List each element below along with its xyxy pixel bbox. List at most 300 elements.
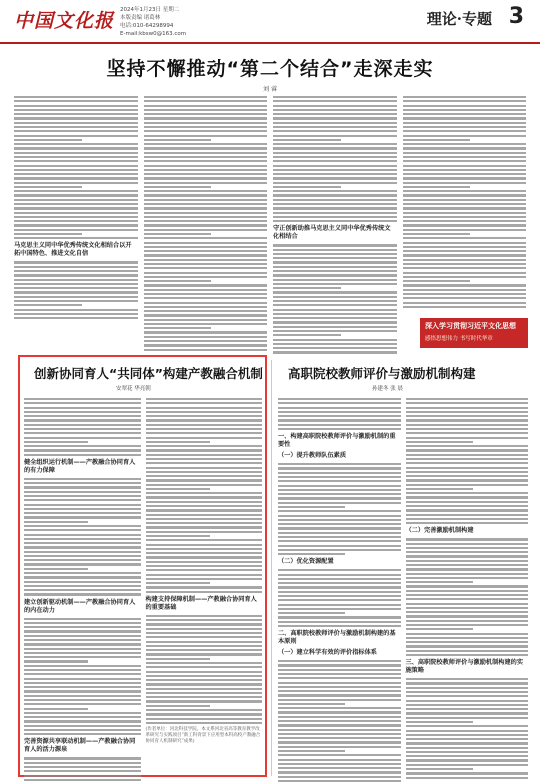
body-text-line bbox=[144, 220, 268, 222]
body-text-line bbox=[24, 589, 141, 591]
body-text-line bbox=[24, 766, 141, 768]
body-text-line bbox=[406, 407, 529, 409]
body-text-line bbox=[14, 266, 138, 268]
body-text-line bbox=[406, 590, 529, 592]
issue-date: 2024年1月23日 星期二 bbox=[120, 7, 180, 13]
body-text-line bbox=[403, 212, 527, 214]
body-text-line bbox=[146, 462, 263, 464]
issue-phone: 电话:010-64298994 bbox=[120, 23, 174, 29]
body-text-line bbox=[144, 263, 268, 265]
body-text-line bbox=[406, 488, 473, 490]
body-text-line bbox=[14, 237, 138, 239]
body-text-line bbox=[403, 100, 527, 102]
body-text-line bbox=[406, 573, 529, 575]
body-text-line bbox=[14, 169, 138, 171]
body-text-line bbox=[24, 437, 141, 439]
body-text-line bbox=[406, 607, 529, 609]
body-text-line bbox=[144, 182, 268, 184]
body-text-line bbox=[144, 331, 268, 333]
body-text-line bbox=[24, 643, 141, 645]
body-text-line bbox=[403, 216, 527, 218]
body-text-line bbox=[146, 636, 263, 638]
body-text-line bbox=[24, 534, 141, 536]
body-text-line bbox=[24, 411, 141, 413]
body-text-line bbox=[273, 122, 397, 124]
banner-line-2: 感悟思想伟力 书写时代华章 bbox=[425, 336, 493, 342]
section-subhead: 二、高职院校教师评价与激励机制构建的基本原则 bbox=[278, 630, 396, 646]
section-subhead: （一）提升教师队伍素质 bbox=[278, 452, 347, 460]
body-text-line bbox=[144, 135, 268, 137]
body-text-line bbox=[24, 678, 141, 680]
body-text-line bbox=[278, 754, 401, 756]
body-text-line bbox=[278, 750, 345, 752]
body-text-line bbox=[278, 472, 401, 474]
body-text-line bbox=[403, 267, 527, 269]
body-text-line bbox=[406, 717, 529, 719]
body-text-line bbox=[273, 274, 397, 276]
body-text-line bbox=[278, 532, 401, 534]
body-text-line bbox=[146, 679, 263, 681]
section-tag: 理论·专题 bbox=[426, 10, 492, 28]
body-text-line bbox=[146, 432, 263, 434]
body-text-line bbox=[24, 445, 141, 447]
body-text-line bbox=[406, 624, 529, 626]
body-text-line bbox=[406, 734, 529, 736]
body-text-line bbox=[24, 576, 141, 578]
body-text-line bbox=[146, 419, 263, 421]
body-text-line bbox=[146, 645, 263, 647]
body-text-line bbox=[278, 463, 401, 465]
body-text-line bbox=[24, 648, 141, 650]
body-text-line bbox=[403, 147, 527, 149]
body-text-line bbox=[406, 509, 529, 511]
body-text-line bbox=[278, 625, 401, 627]
top-article-author: 刘 睿 bbox=[263, 86, 277, 93]
section-subhead: （二）完善激励机制构建 bbox=[405, 527, 474, 535]
body-text-line bbox=[24, 521, 88, 523]
body-text-line bbox=[14, 270, 138, 272]
body-text-line bbox=[146, 402, 263, 404]
body-text-line bbox=[14, 130, 138, 132]
body-text-line bbox=[146, 411, 263, 413]
body-text-line bbox=[146, 488, 210, 490]
body-text-line bbox=[273, 270, 397, 272]
body-text-line bbox=[146, 552, 263, 554]
body-text-line bbox=[144, 194, 268, 196]
body-text-line bbox=[144, 224, 268, 226]
body-text-line bbox=[144, 242, 268, 244]
body-text-line bbox=[24, 563, 141, 565]
body-text-line bbox=[278, 515, 401, 517]
body-text-line bbox=[406, 628, 473, 630]
text-column bbox=[406, 398, 529, 770]
body-text-line bbox=[406, 611, 529, 613]
body-text-line bbox=[146, 535, 210, 537]
body-text-line bbox=[273, 283, 397, 285]
body-text-line bbox=[278, 424, 401, 426]
body-text-line bbox=[146, 574, 263, 576]
body-text-line bbox=[406, 700, 529, 702]
body-text-line bbox=[24, 555, 141, 557]
body-text-line bbox=[146, 471, 263, 473]
body-text-line bbox=[146, 458, 263, 460]
body-text-line bbox=[406, 547, 529, 549]
body-text-line bbox=[24, 729, 141, 731]
body-text-line bbox=[403, 160, 527, 162]
column-divider bbox=[271, 360, 272, 776]
body-text-line bbox=[406, 691, 529, 693]
body-text-line bbox=[14, 207, 138, 209]
body-text-line bbox=[144, 314, 268, 316]
body-text-line bbox=[273, 287, 341, 289]
text-column bbox=[146, 398, 263, 770]
body-text-line bbox=[278, 741, 401, 743]
body-text-line bbox=[278, 407, 401, 409]
body-text-line bbox=[406, 755, 529, 757]
body-text-line bbox=[273, 296, 397, 298]
body-text-line bbox=[144, 233, 212, 235]
body-text-line bbox=[24, 559, 141, 561]
body-text-line bbox=[144, 340, 268, 342]
body-text-line bbox=[14, 152, 138, 154]
body-text-line bbox=[406, 467, 529, 469]
body-text-line bbox=[278, 711, 401, 713]
body-text-line bbox=[24, 630, 141, 632]
body-text-line bbox=[146, 700, 263, 702]
body-text-line bbox=[403, 306, 527, 308]
body-text-line bbox=[273, 334, 341, 336]
body-text-line bbox=[24, 572, 141, 574]
section-subhead: 马克思主义同中华优秀传统文化相结合以开拓中国特色、推进文化自信 bbox=[14, 242, 132, 258]
body-text-line bbox=[406, 650, 529, 652]
body-text-line bbox=[14, 113, 138, 115]
body-text-line bbox=[403, 199, 527, 201]
body-text-line bbox=[406, 475, 529, 477]
body-text-line bbox=[273, 253, 397, 255]
body-text-line bbox=[14, 291, 138, 293]
body-text-line bbox=[406, 730, 529, 732]
body-text-line bbox=[146, 619, 263, 621]
body-text-line bbox=[146, 514, 263, 516]
body-text-line bbox=[406, 704, 529, 706]
body-text-line bbox=[144, 186, 212, 188]
body-text-line bbox=[146, 505, 263, 507]
body-text-line bbox=[146, 662, 263, 664]
body-text-line bbox=[278, 586, 401, 588]
body-text-line bbox=[24, 449, 141, 451]
banner-line-1: 深入学习贯彻习近平文化思想 bbox=[425, 322, 516, 330]
body-text-line bbox=[406, 751, 529, 753]
body-text-line bbox=[14, 220, 138, 222]
body-text-line bbox=[14, 261, 138, 263]
body-text-line bbox=[144, 169, 268, 171]
body-text-line bbox=[24, 441, 88, 443]
body-text-line bbox=[273, 212, 397, 214]
section-subhead: 建立创新驱动机制——产教融合协同育人的内在动力 bbox=[24, 598, 136, 614]
body-text-line bbox=[406, 551, 529, 553]
body-text-line bbox=[144, 267, 268, 269]
article-footnote: (作者单位：河北科技学院。本文系河北省高等教育教学改革研究与实践项目“新工科背景下应用型本科高校产教融合协同育人机制研究”成果) bbox=[145, 727, 261, 745]
body-text-line bbox=[146, 709, 263, 711]
body-text-line bbox=[144, 160, 268, 162]
body-text-line bbox=[403, 203, 527, 205]
body-text-line bbox=[146, 522, 263, 524]
body-text-line bbox=[406, 484, 529, 486]
body-text-line bbox=[14, 126, 138, 128]
body-text-line bbox=[24, 757, 141, 759]
body-text-line bbox=[14, 212, 138, 214]
body-text-line bbox=[144, 272, 268, 274]
body-text-line bbox=[24, 779, 141, 781]
body-text-line bbox=[146, 475, 263, 477]
body-text-line bbox=[24, 568, 88, 570]
body-text-line bbox=[14, 100, 138, 102]
body-text-line bbox=[24, 512, 141, 514]
body-text-line bbox=[24, 499, 141, 501]
body-text-line bbox=[406, 585, 529, 587]
body-text-line bbox=[273, 169, 397, 171]
body-text-line bbox=[24, 398, 141, 400]
body-text-line bbox=[406, 654, 529, 656]
body-text-line bbox=[273, 113, 397, 115]
body-text-line bbox=[278, 415, 401, 417]
body-text-line bbox=[278, 553, 345, 555]
body-text-line bbox=[278, 616, 401, 618]
body-text-line bbox=[406, 721, 473, 723]
body-text-line bbox=[24, 546, 141, 548]
body-text-line bbox=[406, 581, 473, 583]
body-text-line bbox=[278, 502, 401, 504]
body-text-line bbox=[406, 479, 529, 481]
body-text-line bbox=[273, 321, 397, 323]
body-text-line bbox=[403, 220, 527, 222]
body-text-line bbox=[14, 186, 82, 188]
body-text-line bbox=[273, 326, 397, 328]
body-text-line bbox=[278, 724, 401, 726]
body-text-line bbox=[146, 544, 263, 546]
body-text-line bbox=[144, 250, 268, 252]
body-text-line bbox=[146, 649, 263, 651]
body-text-line bbox=[406, 538, 529, 540]
body-text-line bbox=[273, 279, 397, 281]
body-text-line bbox=[24, 703, 141, 705]
body-text-line bbox=[278, 682, 401, 684]
body-text-line bbox=[406, 725, 529, 727]
body-text-line bbox=[403, 276, 527, 278]
body-text-line bbox=[24, 686, 141, 688]
body-text-line bbox=[403, 263, 527, 265]
body-text-line bbox=[14, 296, 138, 298]
body-text-line bbox=[406, 449, 529, 451]
body-text-line bbox=[24, 419, 141, 421]
body-text-line bbox=[278, 506, 345, 508]
body-text-line bbox=[146, 628, 263, 630]
body-text-line bbox=[278, 591, 401, 593]
body-text-line bbox=[14, 274, 138, 276]
text-column bbox=[403, 96, 527, 352]
body-text-line bbox=[24, 762, 141, 764]
body-text-line bbox=[14, 182, 138, 184]
body-text-line bbox=[278, 527, 401, 529]
body-text-line bbox=[278, 729, 401, 731]
body-text-line bbox=[146, 441, 210, 443]
body-text-line bbox=[278, 510, 401, 512]
body-text-line bbox=[144, 105, 268, 107]
body-text-line bbox=[144, 344, 268, 346]
text-column bbox=[144, 96, 268, 352]
body-text-line bbox=[273, 105, 397, 107]
body-text-line bbox=[146, 415, 263, 417]
body-text-line bbox=[403, 143, 527, 145]
body-text-line bbox=[146, 696, 263, 698]
body-text-line bbox=[403, 182, 527, 184]
body-text-line bbox=[144, 130, 268, 132]
body-text-line bbox=[278, 489, 401, 491]
body-text-line bbox=[406, 415, 529, 417]
body-text-line bbox=[273, 96, 397, 98]
body-text-line bbox=[14, 190, 138, 192]
body-text-line bbox=[406, 555, 529, 557]
body-text-line bbox=[278, 612, 345, 614]
body-text-line bbox=[14, 177, 138, 179]
body-text-line bbox=[24, 407, 141, 409]
body-text-line bbox=[278, 763, 401, 765]
body-text-line bbox=[14, 139, 82, 141]
body-text-line bbox=[278, 398, 401, 400]
body-text-line bbox=[403, 156, 527, 158]
body-text-line bbox=[273, 177, 397, 179]
body-text-line bbox=[24, 432, 141, 434]
body-text-line bbox=[403, 152, 527, 154]
body-text-line bbox=[403, 233, 471, 235]
top-article-body bbox=[14, 96, 526, 352]
body-text-line bbox=[406, 598, 529, 600]
body-text-line bbox=[273, 203, 397, 205]
body-text-line bbox=[14, 156, 138, 158]
body-text-line bbox=[273, 173, 397, 175]
body-text-line bbox=[273, 244, 397, 246]
body-text-line bbox=[273, 190, 397, 192]
body-text-line bbox=[146, 632, 263, 634]
body-text-line bbox=[278, 485, 401, 487]
body-text-line bbox=[24, 482, 141, 484]
body-text-line bbox=[406, 398, 529, 400]
body-text-line bbox=[24, 716, 141, 718]
body-text-line bbox=[406, 445, 529, 447]
body-text-line bbox=[24, 699, 141, 701]
body-text-line bbox=[146, 615, 263, 617]
body-text-line bbox=[24, 486, 141, 488]
body-text-line bbox=[273, 304, 397, 306]
body-text-line bbox=[278, 771, 401, 773]
body-text-line bbox=[146, 484, 263, 486]
body-text-line bbox=[146, 641, 263, 643]
body-text-line bbox=[273, 126, 397, 128]
body-text-line bbox=[406, 454, 529, 456]
body-text-line bbox=[144, 126, 268, 128]
body-text-line bbox=[24, 682, 141, 684]
body-text-line bbox=[144, 319, 268, 321]
body-text-line bbox=[14, 109, 138, 111]
body-text-line bbox=[403, 169, 527, 171]
body-text-line bbox=[24, 652, 141, 654]
body-text-line bbox=[278, 660, 401, 662]
body-text-line bbox=[144, 203, 268, 205]
body-text-line bbox=[146, 526, 263, 528]
body-text-line bbox=[403, 284, 527, 286]
body-text-line bbox=[406, 514, 529, 516]
body-text-line bbox=[144, 147, 268, 149]
body-text-line bbox=[146, 675, 263, 677]
body-text-line bbox=[144, 122, 268, 124]
body-text-line bbox=[403, 194, 527, 196]
body-text-line bbox=[144, 177, 268, 179]
section-subhead: 三、高职院校教师评价与激励机制构建的实施策略 bbox=[405, 659, 524, 675]
body-text-line bbox=[273, 152, 397, 154]
body-text-line bbox=[278, 582, 401, 584]
body-text-line bbox=[146, 623, 263, 625]
body-text-line bbox=[403, 242, 527, 244]
body-text-line bbox=[24, 424, 141, 426]
body-text-line bbox=[144, 207, 268, 209]
page-number: 3 bbox=[508, 4, 524, 29]
right-article-authors: 孙建冬 张 晨 bbox=[372, 386, 403, 392]
body-text-line bbox=[144, 323, 268, 325]
body-text-line bbox=[406, 462, 529, 464]
body-text-line bbox=[146, 428, 263, 430]
body-text-line bbox=[403, 165, 527, 167]
body-text-line bbox=[403, 207, 527, 209]
body-text-line bbox=[406, 712, 529, 714]
top-article-title: 坚持不懈推动“第二个结合”走深走实 bbox=[106, 58, 434, 80]
body-text-line bbox=[24, 428, 141, 430]
body-text-line bbox=[278, 480, 401, 482]
body-text-line bbox=[24, 508, 141, 510]
body-text-line bbox=[406, 637, 529, 639]
body-text-line bbox=[14, 300, 138, 302]
body-text-line bbox=[278, 699, 401, 701]
body-text-line bbox=[278, 694, 401, 696]
body-text-line bbox=[14, 117, 138, 119]
body-text-line bbox=[146, 688, 263, 690]
body-text-line bbox=[403, 109, 527, 111]
body-text-line bbox=[24, 551, 141, 553]
body-text-line bbox=[273, 135, 397, 137]
text-column bbox=[14, 96, 138, 352]
body-text-line bbox=[278, 569, 401, 571]
body-text-line bbox=[24, 538, 141, 540]
body-text-line bbox=[14, 309, 138, 311]
body-text-line bbox=[273, 147, 397, 149]
body-text-line bbox=[273, 330, 397, 332]
body-text-line bbox=[278, 776, 401, 778]
body-text-line bbox=[14, 194, 138, 196]
body-text-line bbox=[273, 109, 397, 111]
text-column bbox=[24, 398, 141, 770]
body-text-line bbox=[278, 467, 401, 469]
body-text-line bbox=[14, 279, 138, 281]
body-text-line bbox=[278, 595, 401, 597]
body-text-line bbox=[273, 266, 397, 268]
text-column bbox=[273, 96, 397, 352]
body-text-line bbox=[144, 152, 268, 154]
left-article-body bbox=[24, 398, 262, 770]
body-text-line bbox=[278, 677, 401, 679]
body-text-line bbox=[278, 608, 401, 610]
body-text-line bbox=[146, 548, 263, 550]
body-text-line bbox=[144, 100, 268, 102]
body-text-line bbox=[144, 259, 268, 261]
